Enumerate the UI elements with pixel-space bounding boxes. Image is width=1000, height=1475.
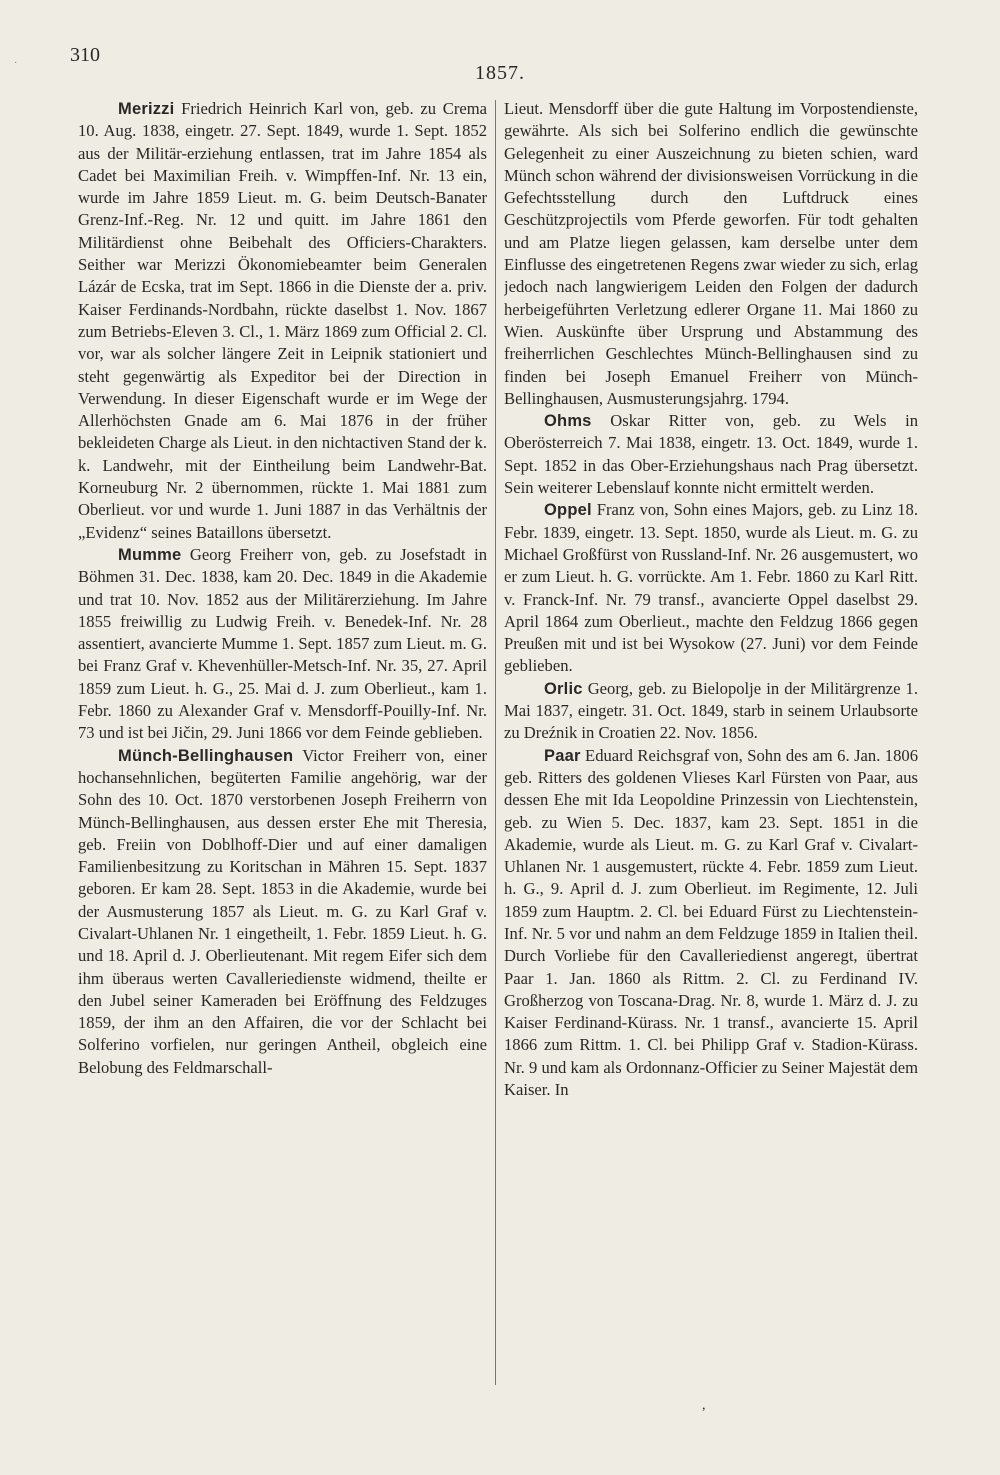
entry-text: Eduard Reichsgraf von, Sohn des am 6. Jan. 1806 geb. Ritters des goldenen Vlieses Karl Fürsten von Paar, aus dessen Ehe mit Ida Leopoldine Prinzessin von Liechtenstein, geb. zu Wien 5. Dec. 1837, kam 23. Sept. 1851 in die Akademie, wurde als Lieut. m. G. zu Karl Graf v. Civalart-Uhlanen Nr. 1 ausgemustert, rückte 4. Febr. 1859 zum Lieut. h. G., 9. April d. J. zum Oberlieut. im Regimente, 12. Juli 1859 zum Hauptm. 2. Cl. bei Eduard Fürst zu Liechtenstein-Inf. Nr. 5 vor und nahm an dem Feldzuge 1859 in Italien theil. Durch Vorliebe für den Cavalleriedienst angeregt, übertrat Paar 1. Jan. 1860 als Rittm. 2. Cl. zu Ferdinand IV. Großherzog von Toscana-Drag. Nr. 8, wurde 1. März d. J. zu Kaiser Ferdinand-Kürass. Nr. 1 transf., avancierte 15. April 1866 zum Rittm. 1. Cl. bei Philipp Graf v. Stadion-Kürass. Nr. 9 und kam als Ordonnanz-Officier zu Seiner Majestät dem Kaiser. In <box>504 745 918 1100</box>
entry-name: Oppel <box>544 501 592 520</box>
entry-name: Ohms <box>544 412 592 431</box>
entry-name: Münch-Bellinghausen <box>118 746 294 765</box>
entry-muench-bellinghausen <box>78 745 487 1079</box>
entry-ohms <box>504 410 918 499</box>
entry-continuation <box>504 98 918 410</box>
scan-speck: · <box>14 58 18 69</box>
entry-oppel <box>504 499 918 677</box>
footer-mark: , <box>702 1398 706 1413</box>
left-column <box>78 98 487 1388</box>
column-divider <box>495 100 496 1385</box>
entry-text: Friedrich Heinrich Karl von, geb. zu Crema 10. Aug. 1838, eingetr. 27. Sept. 1849, wurde 1. Sept. 1852 aus der Militär-erziehung entlassen, trat im Jahre 1854 als Cadet bei Maximilian Freih. v. Wimpffen-Inf. Nr. 13 ein, wurde im Jahre 1859 Lieut. m. G. beim Deutsch-Banater Grenz-Inf.-Reg. Nr. 12 und quitt. im Jahre 1861 den Militärdienst ohne Beibehalt des Officiers-Charakters. Seither war Merizzi Ökonomiebeamter beim Generalen Lázár de Ecska, trat im Sept. 1866 in die Dienste der a. priv. Kaiser Ferdinands-Nordbahn, rückte daselbst 1. Nov. 1867 zum Betriebs-Eleven 3. Cl., 1. März 1869 zum Official 2. Cl. vor, war als solcher längere Zeit in Leipnik stationiert und steht gegenwärtig als Expeditor bei der Direction in Verwendung. In dieser Eigenschaft wurde er im Wege der Allerhöchsten Gnade am 6. Mai 1876 in der früher bekleideten Charge als Lieut. in den nichtactiven Stand der k. k. Landwehr, mit der Eintheilung beim Landwehr-Bat. Korneuburg Nr. 2 übernommen, rückte 1. Mai 1881 zum Oberlieut. vor und wurde 1. Juni 1887 in das Verhältnis der „Evidenz“ seines Bataillons übersetzt. <box>78 99 487 542</box>
entry-text: Victor Freiherr von, einer hochansehnlichen, begüterten Familie angehörig, war der Sohn des 10. Oct. 1870 verstorbenen Joseph Freiherrn von Münch-Bellinghausen, aus dessen erster Ehe mit Theresia, geb. Freiin von Doblhoff-Dier und auf einer damaligen Familienbesitzung zu Koritschan in Mähren 15. Sept. 1837 geboren. Er kam 28. Sept. 1853 in die Akademie, wurde bei der Ausmusterung 1857 als Lieut. m. G. zu Karl Graf v. Civalart-Uhlanen Nr. 1 eingetheilt, 1. Febr. 1859 Lieut. h. G. und 18. April d. J. Oberlieutenant. Mit regem Eifer sich dem ihm überaus werten Cavalleriedienste widmend, theilte er den Jubel seiner Kameraden bei Eröffnung des Feldzuges 1859, der ihm an den Affairen, die vor der Schlacht bei Solferino vorfielen, nur geringen Antheil, obgleich eine Belobung des Feldmarschall- <box>78 745 487 1077</box>
entry-orlic <box>504 678 918 745</box>
right-column <box>504 98 918 1388</box>
entry-name: Orlic <box>544 679 583 698</box>
entry-text: Georg Freiherr von, geb. zu Josefstadt in Böhmen 31. Dec. 1838, kam 20. Dec. 1849 in die Akademie und trat 10. Nov. 1852 aus der Militärerziehung. Im Jahre 1855 freiwillig zu Ludwig Freih. v. Benedek-Inf. Nr. 28 assentiert, avancierte Mumme 1. Sept. 1857 zum Lieut. m. G. bei Franz Graf v. Khevenhüller-Metsch-Inf. Nr. 35, 27. April 1859 zum Lieut. h. G., 25. Mai d. J. zum Oberlieut., kam 1. Febr. 1860 zu Alexander Graf v. Mensdorff-Pouilly-Inf. Nr. 73 und ist bei Jičin, 29. Juni 1866 vor dem Feinde geblieben. <box>78 544 487 743</box>
entry-merizzi <box>78 98 487 544</box>
entry-paar <box>504 745 918 1102</box>
entry-text: Franz von, Sohn eines Majors, geb. zu Linz 18. Febr. 1839, eingetr. 13. Sept. 1850, wurde als Lieut. m. G. zu Michael Großfürst von Russland-Inf. Nr. 26 ausgemustert, wo er zum Lieut. h. G. vorrückte. Am 1. Febr. 1860 zu Karl Ritt. v. Franck-Inf. Nr. 79 transf., avancierte Oppel daselbst 29. April 1864 zum Oberlieut., machte den Feldzug 1866 gegen Preußen mit und ist bei Wysokow (27. Juni) vor dem Feinde geblieben. <box>504 500 918 676</box>
entry-mumme <box>78 544 487 745</box>
entry-name: Merizzi <box>118 100 175 118</box>
entry-name: Mumme <box>118 545 182 564</box>
page-number: 310 <box>70 44 100 66</box>
entry-name: Paar <box>544 746 581 765</box>
running-head-year: 1857. <box>475 62 525 84</box>
entry-text: Oskar Ritter von, geb. zu Wels in Oberösterreich 7. Mai 1838, eingetr. 13. Oct. 1849, wurde 1. Sept. 1852 in das Ober-Erziehungshaus nach Prag übersetzt. Sein weiterer Lebenslauf konnte nicht ermittelt werden. <box>504 411 918 498</box>
entry-text: Lieut. Mensdorff über die gute Haltung im Vorpostendienste, gewährte. Als sich bei Solferino endlich die gewünschte Gelegenheit zu einer Auszeichnung zu bieten schien, ward Münch schon während der divisionsweisen Vorrückung in die Gefechtsstellung durch den Luftdruck eines Geschützprojectils vom Pferde geworfen. Für todt gehalten und am Platze liegen gelassen, kam derselbe unter dem Einflusse des eingetretenen Regens zwar wieder zu sich, erlag jedoch nach langwierigem Leiden den Folgen der dadurch herbeigeführten Verletzung edlerer Organe 11. Mai 1860 zu Wien. Auskünfte über Ursprung und Abstammung des freiherrlichen Geschlechtes Münch-Bellinghausen sind zu finden bei Joseph Emanuel Freiherr von Münch-Bellinghausen, Ausmusterungsjahrg. 1794. <box>504 99 918 408</box>
entry-text: Georg, geb. zu Bielopolje in der Militärgrenze 1. Mai 1837, eingetr. 31. Oct. 1849, starb in seinem Urlaubsorte zu Dreźnik in Croatien 22. Nov. 1856. <box>504 678 918 743</box>
